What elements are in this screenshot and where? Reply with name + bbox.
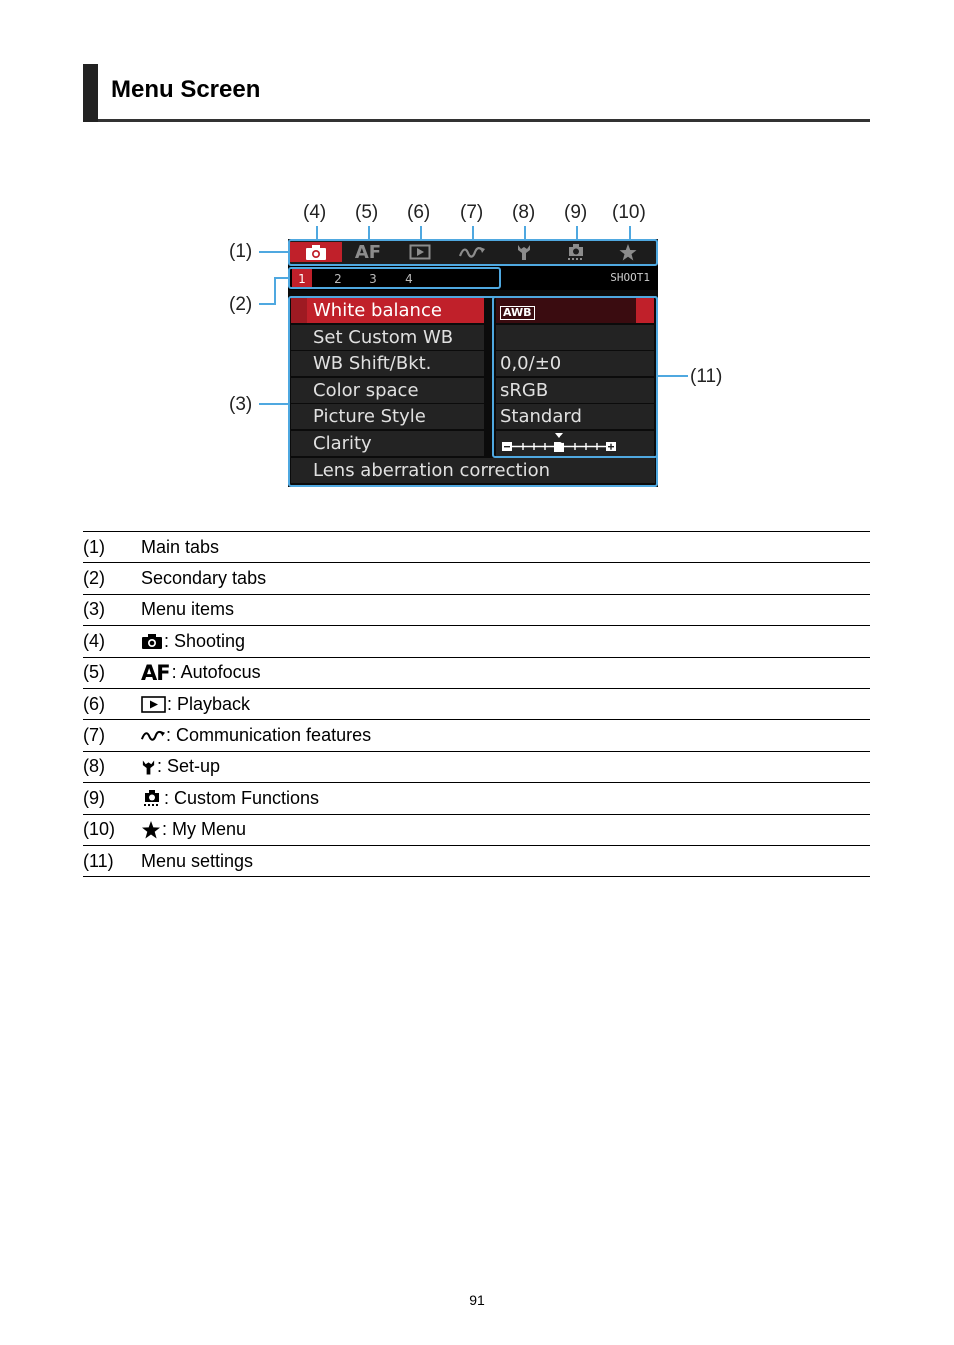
- legend-text: : Communication features: [166, 725, 372, 746]
- leader-9: [576, 226, 578, 240]
- legend-row: [83, 595, 870, 626]
- camera-lcd: [288, 239, 658, 487]
- legend-text: : My Menu: [162, 819, 247, 840]
- leader-5: [368, 226, 370, 240]
- menu-item-picture-style[interactable]: Picture Style: [291, 404, 484, 429]
- leader-6: [420, 226, 422, 240]
- legend-desc: [141, 537, 219, 558]
- menu-item-set-custom-wb[interactable]: Set Custom WB: [291, 325, 484, 350]
- leader-8: [524, 226, 526, 240]
- page-number: 91: [469, 1292, 485, 1308]
- legend-num: (10): [83, 819, 116, 840]
- awb-icon: AWB: [500, 306, 535, 320]
- legend-text: : Set-up: [157, 756, 221, 777]
- legend-row: [83, 689, 870, 720]
- leader-10: [629, 226, 631, 240]
- legend-num: (3): [83, 599, 105, 620]
- legend-text: : Shooting: [164, 630, 246, 651]
- legend-row: [83, 783, 870, 814]
- menu-item-wb-shift[interactable]: WB Shift/Bkt.: [291, 351, 484, 376]
- legend-row: [83, 563, 870, 594]
- subtab-2[interactable]: 2: [334, 271, 342, 286]
- legend-table: [83, 531, 870, 877]
- legend-text: : Playback: [167, 693, 251, 714]
- legend-row: [83, 846, 870, 877]
- camera-icon: [141, 633, 163, 650]
- subtab-1[interactable]: 1: [292, 269, 312, 288]
- legend-desc: [141, 725, 371, 746]
- legend-num: (6): [83, 693, 105, 714]
- subtab-3[interactable]: 3: [369, 271, 377, 286]
- callout-10: (10): [612, 202, 646, 223]
- tab-id-label: SHOOT1: [610, 271, 650, 284]
- playback-icon: [141, 696, 166, 713]
- legend-desc: [141, 661, 261, 685]
- leader-2c: [274, 277, 288, 279]
- legend-desc: [141, 631, 245, 652]
- highlight-main-tabs: [288, 239, 658, 266]
- legend-num: (5): [83, 662, 105, 683]
- wrench-icon: [141, 758, 156, 776]
- legend-row: [83, 815, 870, 846]
- subtab-4[interactable]: 4: [405, 271, 413, 286]
- menu-item-color-space[interactable]: Color space: [291, 378, 484, 403]
- af-icon: AF: [354, 241, 382, 263]
- leader-2b: [274, 277, 276, 305]
- legend-text: Menu items: [141, 599, 235, 620]
- callout-6: (6): [407, 202, 431, 223]
- legend-text: Menu settings: [141, 850, 254, 871]
- callout-1: (1): [229, 241, 253, 262]
- legend-desc: [141, 568, 266, 589]
- menu-item-white-balance[interactable]: White balance: [291, 298, 484, 323]
- leader-2a: [259, 303, 275, 305]
- leader-7: [472, 226, 474, 240]
- value-picture-style: Standard: [496, 404, 654, 429]
- legend-desc: [141, 788, 319, 809]
- communication-icon: [141, 729, 165, 742]
- highlight-secondary-tabs: [288, 267, 501, 289]
- legend-desc: [141, 851, 253, 872]
- callout-7: (7): [460, 202, 484, 223]
- custom-functions-icon: [141, 789, 163, 807]
- star-icon: [141, 821, 161, 839]
- legend-text: Secondary tabs: [141, 568, 267, 589]
- legend-desc: [141, 756, 220, 777]
- menu-item-lens-aberration[interactable]: Lens aberration correction: [291, 458, 655, 483]
- callout-4: (4): [303, 202, 327, 223]
- legend-num: (11): [83, 850, 114, 871]
- legend-row: [83, 532, 870, 563]
- legend-num: (4): [83, 630, 105, 651]
- menu-item-clarity[interactable]: Clarity: [291, 431, 484, 456]
- legend-num: (9): [83, 787, 105, 808]
- legend-text: : Custom Functions: [164, 787, 320, 808]
- legend-desc: [141, 599, 234, 620]
- clarity-scale-center: 0: [559, 433, 567, 446]
- callout-2: (2): [229, 294, 253, 315]
- legend-text: : Autofocus: [171, 662, 261, 683]
- callout-11: (11): [690, 366, 723, 387]
- leader-3: [259, 403, 288, 405]
- leader-4: [316, 226, 318, 240]
- af-icon: AF: [141, 660, 170, 685]
- legend-row: [83, 626, 870, 657]
- legend-num: (7): [83, 725, 105, 746]
- leader-11: [657, 375, 688, 377]
- callout-5: (5): [355, 202, 379, 223]
- highlight-menu-settings: [492, 296, 658, 458]
- callout-3: (3): [229, 394, 253, 415]
- legend-row: [83, 720, 870, 751]
- value-wb-shift: 0,0/±0: [496, 351, 654, 376]
- value-color-space: sRGB: [496, 378, 654, 403]
- callout-8: (8): [512, 202, 536, 223]
- legend-text: Main tabs: [141, 536, 220, 557]
- legend-num: (1): [83, 536, 105, 557]
- legend-num: (8): [83, 756, 105, 777]
- legend-num: (2): [83, 568, 105, 589]
- legend-row: [83, 752, 870, 783]
- legend-desc: [141, 694, 250, 715]
- legend-row: [83, 658, 870, 689]
- legend-desc: [141, 819, 246, 840]
- menu-screen-figure: [0, 0, 954, 520]
- page-title: Menu Screen: [111, 76, 261, 103]
- leader-1: [259, 251, 288, 253]
- callout-9: (9): [564, 202, 588, 223]
